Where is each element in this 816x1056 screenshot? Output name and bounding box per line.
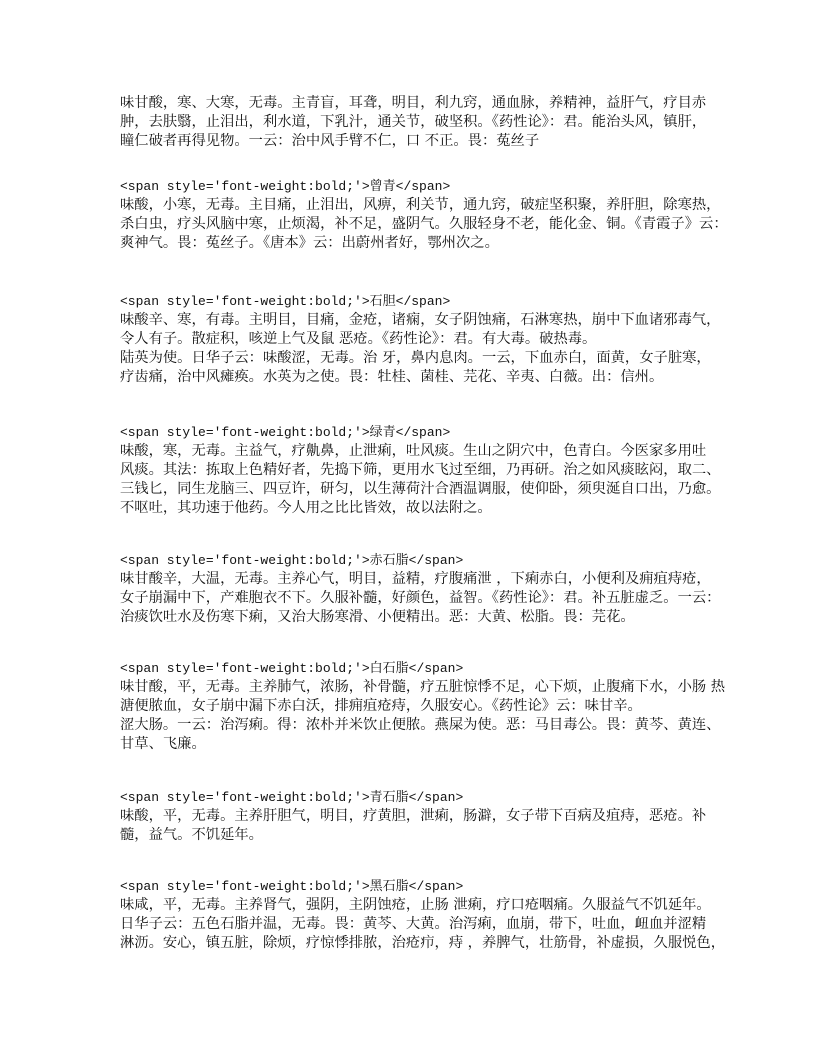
entry-qingshizhi [120, 788, 710, 845]
entry-line: 瞳仁破者再得见物。一云：治中风手臂不仁，口 不正。畏：菟丝子 [120, 133, 540, 149]
entry-chishizhi [120, 551, 721, 627]
entry-line: 淋沥。安心，镇五脏，除烦，疗惊悸排脓，治疮疖，痔 ，养脾气，壮筋骨，补虚损，久服悦色， [120, 935, 726, 951]
entry-line: 风痰。其法：拣取上色精好者，先捣下筛，更用水飞过至细，乃再研。治之如风痰眩闷，取二、 [120, 462, 721, 478]
entry-baishizhi [120, 659, 726, 754]
entry-heading: <span style='font-weight:bold;'>绿青</span> [120, 425, 451, 440]
entry-line: 令人有子。散症积，咳逆上气及鼠 恶疮。《药性论》：君。有大毒。破热毒。 [120, 331, 597, 347]
entry-line: 三钱匕，同生龙脑三、四豆许，研匀，以生薄荷汁合酒温调服，使仰卧，须臾涎自口出，乃愈。 [120, 481, 721, 497]
entry-line: 爽神气。畏：菟丝子。《唐本》云：出蔚州者好，鄂州次之。 [120, 235, 499, 251]
entry-heading: <span style='font-weight:bold;'>白石脂</span> [120, 661, 464, 676]
entry-heading: <span style='font-weight:bold;'>石胆</span> [120, 294, 451, 309]
entry-line: 女子崩漏中下，产难胞衣不下。久服补髓，好颜色，益智。《药性论》：君。补五脏虚乏。一云： [120, 590, 721, 606]
entry-lvqing [120, 423, 721, 518]
entry-zengqing [120, 177, 728, 253]
entry-line: 涩大肠。一云：治泻痢。得：浓朴并米饮止便脓。燕屎为使。恶：马目毒公。畏：黄芩、黄连、 [120, 717, 721, 733]
entry-heading: <span style='font-weight:bold;'>青石脂</span> [120, 790, 464, 805]
entry-line: 味甘酸，平，无毒。主养肺气，浓肠，补骨髓，疗五脏惊悸不足，心下烦，止腹痛下水，小肠 热 [120, 679, 726, 695]
entry-continued [120, 94, 710, 151]
entry-line: 味酸辛、寒，有毒。主明目，目痛，金疮，诸痫，女子阴蚀痛，石淋寒热，崩中下血诸邪毒气， [120, 312, 721, 328]
entry-line: 不呕吐，其功速于他药。今人用之比比皆效，故以法附之。 [120, 500, 492, 516]
entry-line: 甘草、飞廉。 [120, 736, 206, 752]
entry-heading: <span style='font-weight:bold;'>曾青</span> [120, 179, 451, 194]
entry-line: 疗齿痛，治中风瘫痪。水英为之使。畏：牡桂、菌桂、芫花、辛夷、白薇。出：信州。 [120, 369, 664, 385]
entry-line: 味甘酸辛，大温，无毒。主养心气，明目，益精，疗腹痛泄 ，下痢赤白，小便利及痈疽痔疮， [120, 571, 711, 587]
entry-heading: <span style='font-weight:bold;'>黑石脂</span> [120, 879, 464, 894]
entry-heading: <span style='font-weight:bold;'>赤石脂</span> [120, 553, 464, 568]
entry-line: 日华子云：五色石脂并温，无毒。畏：黄芩、大黄。治泻痢，血崩，带下，吐血，衄血并涩精 [120, 916, 707, 932]
entry-line: 味酸，平，无毒。主养肝胆气，明目，疗黄胆，泄痢，肠澼，女子带下百病及疽痔，恶疮。补 [120, 808, 707, 824]
entry-line: 杀白虫，疗头风脑中寒，止烦渴，补不足，盛阴气。久服轻身不老，能化金、铜。《青霞子》云： [120, 216, 728, 232]
entry-shidan [120, 292, 721, 387]
entry-line: 髓，益气。不饥延年。 [120, 827, 263, 843]
entry-line: 味甘酸，寒、大寒，无毒。主青盲，耳聋，明目，利九窍，通血脉，养精神，益肝气，疗目赤 [120, 95, 707, 111]
entry-line: 溏便脓血，女子崩中漏下赤白沃，排痈疽疮痔，久服安心。《药性论》云：味甘辛。 [120, 698, 642, 714]
entry-line: 味酸，小寒，无毒。主目痛，止泪出，风痹，利关节，通九窍，破症坚积聚，养肝胆，除寒热， [120, 197, 721, 213]
entry-line: 味酸，寒，无毒。主益气，疗鼽鼻，止泄痢，吐风痰。生山之阴穴中，色青白。今医家多用吐 [120, 443, 707, 459]
entry-line: 肿，去肤翳，止泪出，利水道，下乳汁，通关节，破坚积。《药性论》：君。能治头风，镇肝， [120, 114, 707, 130]
entry-line: 治痰饮吐水及伤寒下痢，又治大肠寒滑、小便精出。恶：大黄、松脂。畏：芫花。 [120, 609, 635, 625]
entry-heishizhi [120, 877, 726, 953]
entry-line: 味咸，平，无毒。主养肾气，强阴，主阴蚀疮，止肠 泄痢，疗口疮咽痛。久服益气不饥延年。 [120, 897, 711, 913]
entry-line: 陆英为使。日华子云：味酸涩，无毒。治 牙，鼻内息肉。一云，下血赤白，面黄，女子脏寒， [120, 350, 711, 366]
